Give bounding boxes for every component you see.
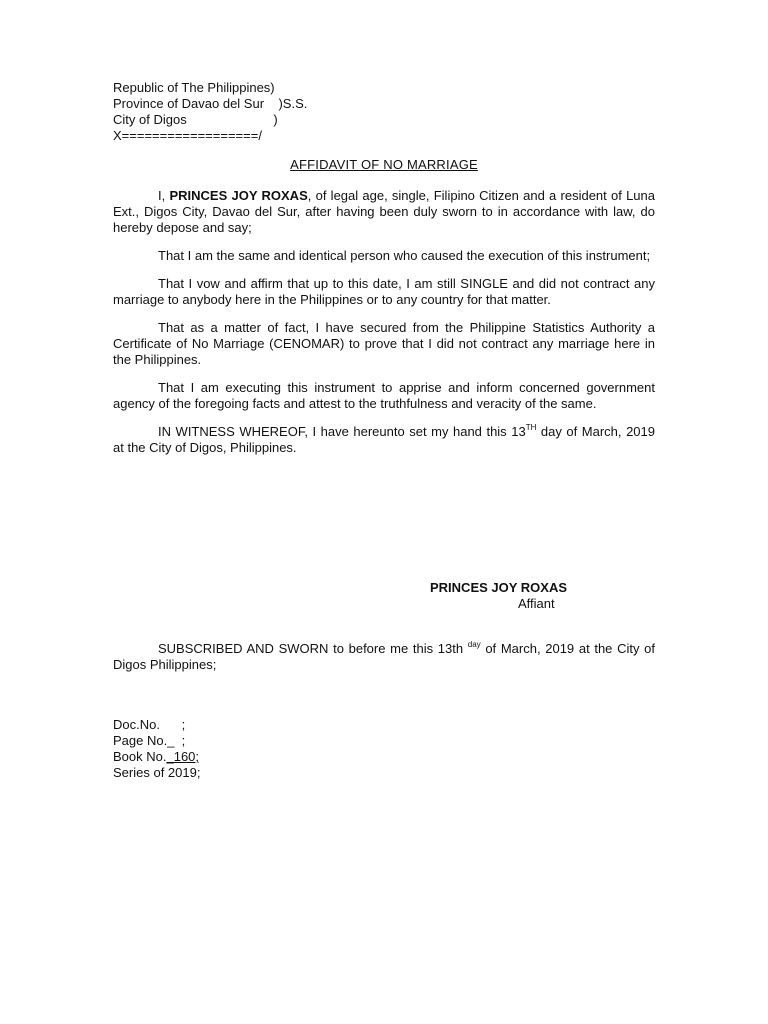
- paragraph-cenomar: That as a matter of fact, I have secured from the Philippine Statistics Authority a Certificate of No Marriage (CENOMAR) to prove that I did not contract any marriage here in the Philippines.: [113, 320, 655, 367]
- affiant-label: Affiant: [518, 596, 555, 611]
- paragraph-purpose: That I am executing this instrument to apprise and inform concerned government agency of the foregoing facts and attest to the truthfulness and veracity of the same.: [113, 380, 655, 411]
- signature-block: [430, 580, 567, 612]
- jurat-paragraph: [113, 641, 655, 673]
- affidavit-body: [113, 188, 655, 468]
- witness-after: day of March, 2019 at the City of Digos, Philippines.: [113, 424, 655, 455]
- paragraph-identity: That I am the same and identical person who caused the execution of this instrument;: [158, 248, 651, 263]
- caption-province: Province of Davao del Sur )S.S.: [113, 96, 308, 111]
- book-label: Book No.: [113, 749, 167, 764]
- series-year: Series of 2019;: [113, 765, 201, 780]
- caption-city: City of Digos ): [113, 112, 278, 127]
- venue-caption: [113, 80, 307, 144]
- affiant-name-inline: PRINCES JOY ROXAS: [169, 188, 308, 203]
- jurat-block: [113, 641, 655, 685]
- document-title: AFFIDAVIT OF NO MARRIAGE: [290, 157, 478, 172]
- paragraph-single-status: That I vow and affirm that up to this date, I am still SINGLE and did not contract any marriage to anybody here in the Philippines or to any country for that matter.: [113, 276, 655, 307]
- jurat-before: SUBSCRIBED AND SWORN to before me this 13th: [158, 641, 468, 656]
- caption-separator: X==================/: [113, 128, 262, 143]
- book-value: _160;: [166, 749, 200, 764]
- doc-number: Doc.No. ;: [113, 717, 186, 732]
- caption-republic: Republic of The Philippines): [113, 80, 275, 95]
- intro-rest: , of legal age, single, Filipino Citizen and a resident of Luna Ext., Digos City, Davao del Sur, after having been duly sworn to in accordance with law, do hereby depose and say;: [113, 188, 655, 235]
- witness-before: IN WITNESS WHEREOF, I have hereunto set my hand this 13: [158, 424, 526, 439]
- intro-paragraph: [113, 188, 655, 236]
- intro-lead: I,: [158, 188, 170, 203]
- notarial-register: [113, 717, 200, 781]
- witness-superscript: TH: [525, 423, 537, 432]
- affiant-name: PRINCES JOY ROXAS: [430, 580, 568, 595]
- jurat-superscript: day: [467, 640, 481, 649]
- book-number: [113, 749, 200, 765]
- page-number: Page No._ ;: [113, 733, 186, 748]
- jurat-after: of March, 2019 at the City of Digos Philippines;: [113, 641, 655, 672]
- paragraph-witness: [113, 424, 655, 456]
